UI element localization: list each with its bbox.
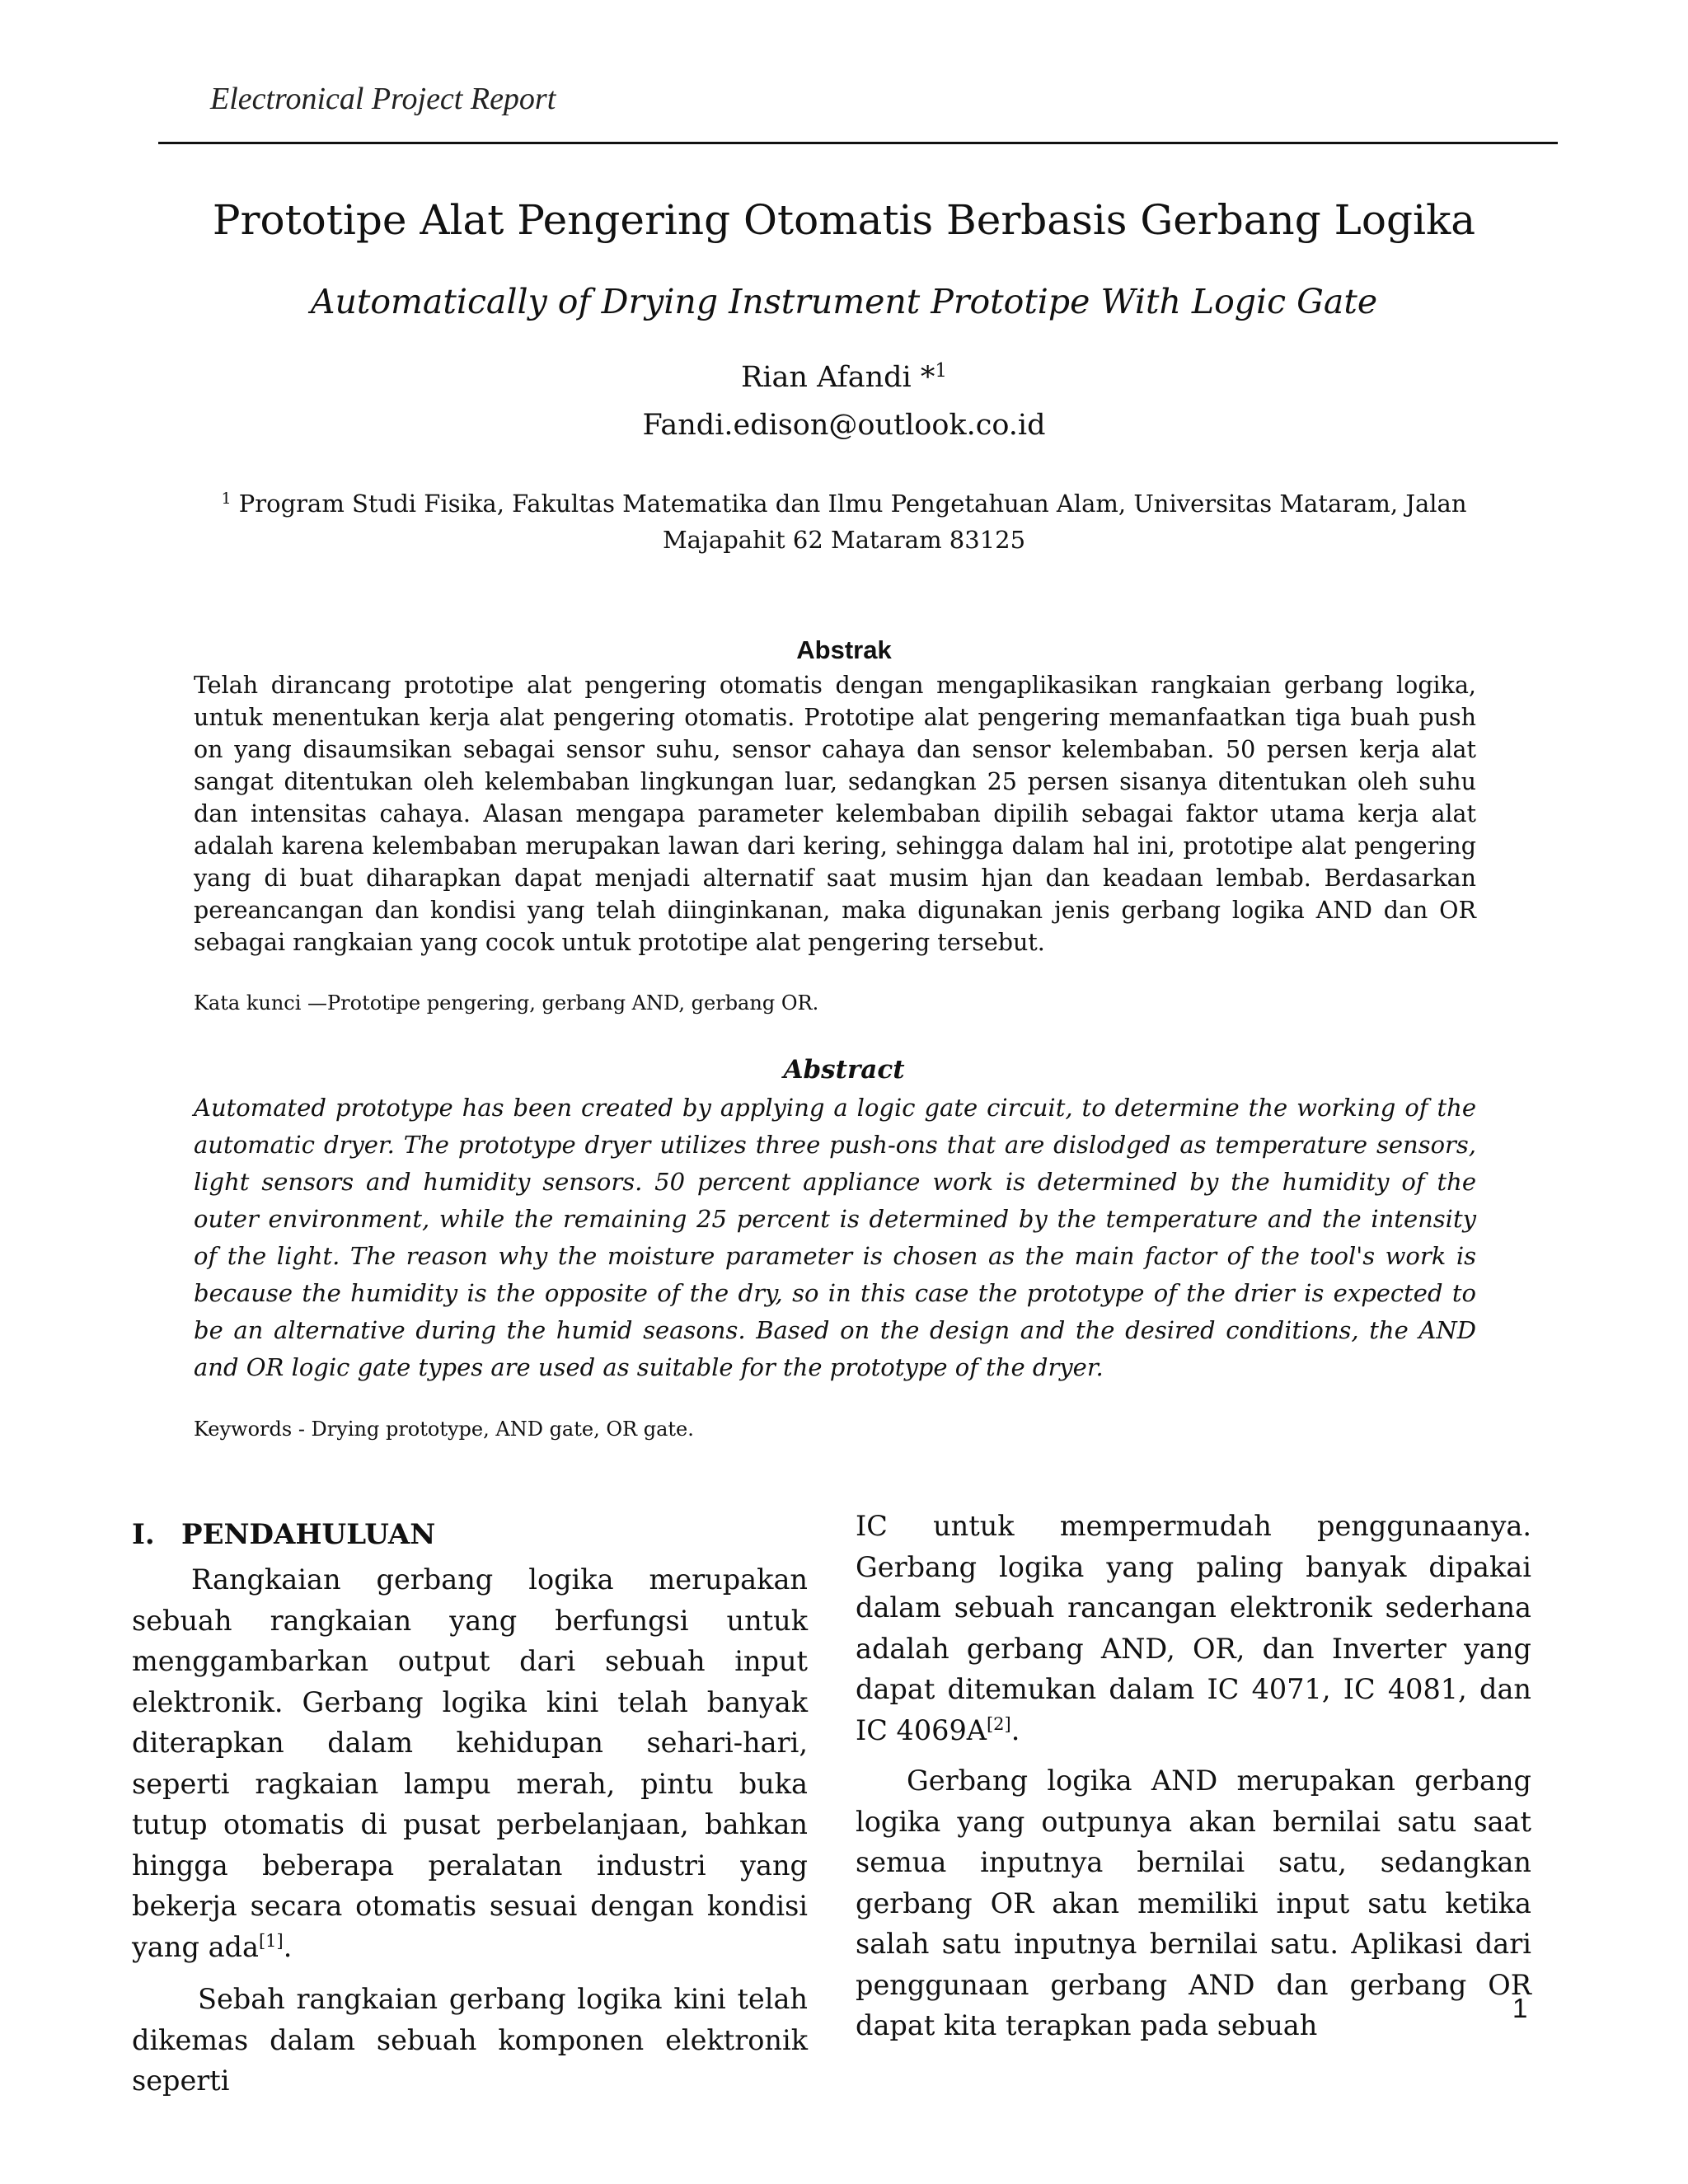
paragraph <box>132 1559 808 1967</box>
paper-title: Prototipe Alat Pengering Otomatis Berbasis Gerbang Logika <box>212 196 1476 244</box>
paragraph-end: . <box>1010 1713 1020 1746</box>
paragraph <box>856 1506 1531 1750</box>
citation-ref: [1] <box>258 1930 284 1951</box>
section-number: I. <box>132 1518 155 1551</box>
keywords-id: Kata kunci —Prototipe pengering, gerbang AND, gerbang OR. <box>194 991 819 1015</box>
right-column <box>856 1506 1531 2046</box>
page-number: 1 <box>1512 1993 1528 2023</box>
author-line <box>0 360 1688 394</box>
paragraph-end: . <box>283 1930 293 1963</box>
section-heading-pendahuluan <box>132 1518 435 1551</box>
keywords-en: Keywords - Drying prototype, AND gate, OR gate. <box>194 1418 694 1441</box>
author-name: Rian Afandi * <box>741 361 935 394</box>
affiliation-text: Program Studi Fisika, Fakultas Matematika dan Ilmu Pengetahuan Alam, Universitas Mataram, Jalan Majapahit 62 Mataram 83125 <box>231 490 1467 554</box>
paragraph-text: IC untuk mempermudah penggunaanya. Gerbang logika yang paling banyak dipakai dalam sebuah rancangan elektronik sederhana adalah gerbang AND, OR, dan Inverter yang dapat ditemukan dalam IC 4071, IC 4081, dan IC 4069A <box>856 1510 1531 1746</box>
paper-subtitle: Automatically of Drying Instrument Prototipe With Logic Gate <box>310 282 1378 321</box>
left-column <box>132 1559 808 2102</box>
affiliation <box>206 480 1482 558</box>
header-divider <box>158 142 1558 144</box>
affiliation-mark: 1 <box>221 490 232 508</box>
abstract-en-heading: Abstract <box>783 1055 905 1085</box>
author-email: Fandi.edison@outlook.co.id <box>642 409 1046 442</box>
section-title: PENDAHULUAN <box>181 1518 436 1551</box>
citation-ref: [2] <box>986 1713 1011 1734</box>
abstract-id-heading: Abstrak <box>796 635 892 664</box>
author-affiliation-mark: 1 <box>935 360 947 382</box>
abstract-en-body: Automated prototype has been created by applying a logic gate circuit, to determine the working of the automatic dryer. The prototype dryer utilizes three push-ons that are dislodged as temperature sensors, light sensors and humidity sensors. 50 percent appliance work is determined by the humidity of the outer environment, while the remaining 25 percent is determined by the temperature and the intensity of the light. The reason why the moisture parameter is chosen as the main factor of the tool's work is because the humidity is the opposite of the dry, so in this case the prototype of the drier is expected to be an alternative during the humid seasons. Based on the design and the desired conditions, the AND and OR logic gate types are used as suitable for the prototype of the dryer. <box>194 1094 1476 1381</box>
running-header: Electronical Project Report <box>210 82 556 116</box>
paragraph: Sebah rangkaian gerbang logika kini telah dikemas dalam sebuah komponen elektronik seperti <box>132 1983 808 2097</box>
paragraph-text: Rangkaian gerbang logika merupakan sebuah rangkaian yang berfungsi untuk menggambarkan output dari sebuah input elektronik. Gerbang logika kini telah banyak diterapkan dalam kehidupan sehari-hari, seperti ragkaian lampu merah, pintu buka tutup otomatis di pusat perbelanjaan, bahkan hingga beberapa peralatan industri yang bekerja secara otomatis sesuai dengan kondisi yang ada <box>132 1563 808 1963</box>
abstract-id-body: Telah dirancang prototipe alat pengering otomatis dengan mengaplikasikan rangkaian gerbang logika, untuk menentukan kerja alat pengering otomatis. Prototipe alat pengering memanfaatkan tiga buah push on yang disaumsikan sebagai sensor suhu, sensor cahaya dan sensor kelembaban. 50 persen kerja alat sangat ditentukan oleh kelembaban lingkungan luar, sedangkan 25 persen sisanya ditentukan oleh suhu dan intensitas cahaya. Alasan mengapa parameter kelembaban dipilih sebagai faktor utama kerja alat adalah karena kelembaban merupakan lawan dari kering, sehingga dalam hal ini, prototipe alat pengering yang di buat diharapkan dapat menjadi alternatif saat musim hjan dan keadaan lembab. Berdasarkan pereancangan dan kondisi yang telah diinginkanan, maka digunakan jenis gerbang logika AND dan OR sebagai rangkaian yang cocok untuk prototipe alat pengering tersebut. <box>194 672 1476 956</box>
paragraph: Gerbang logika AND merupakan gerbang logika yang outpunya akan bernilai satu saat semua inputnya bernilai satu, sedangkan gerbang OR akan memiliki input satu ketika salah satu inputnya bernilai satu. Aplikasi dari penggunaan gerbang AND dan gerbang OR dapat kita terapkan pada sebuah <box>856 1765 1531 2041</box>
